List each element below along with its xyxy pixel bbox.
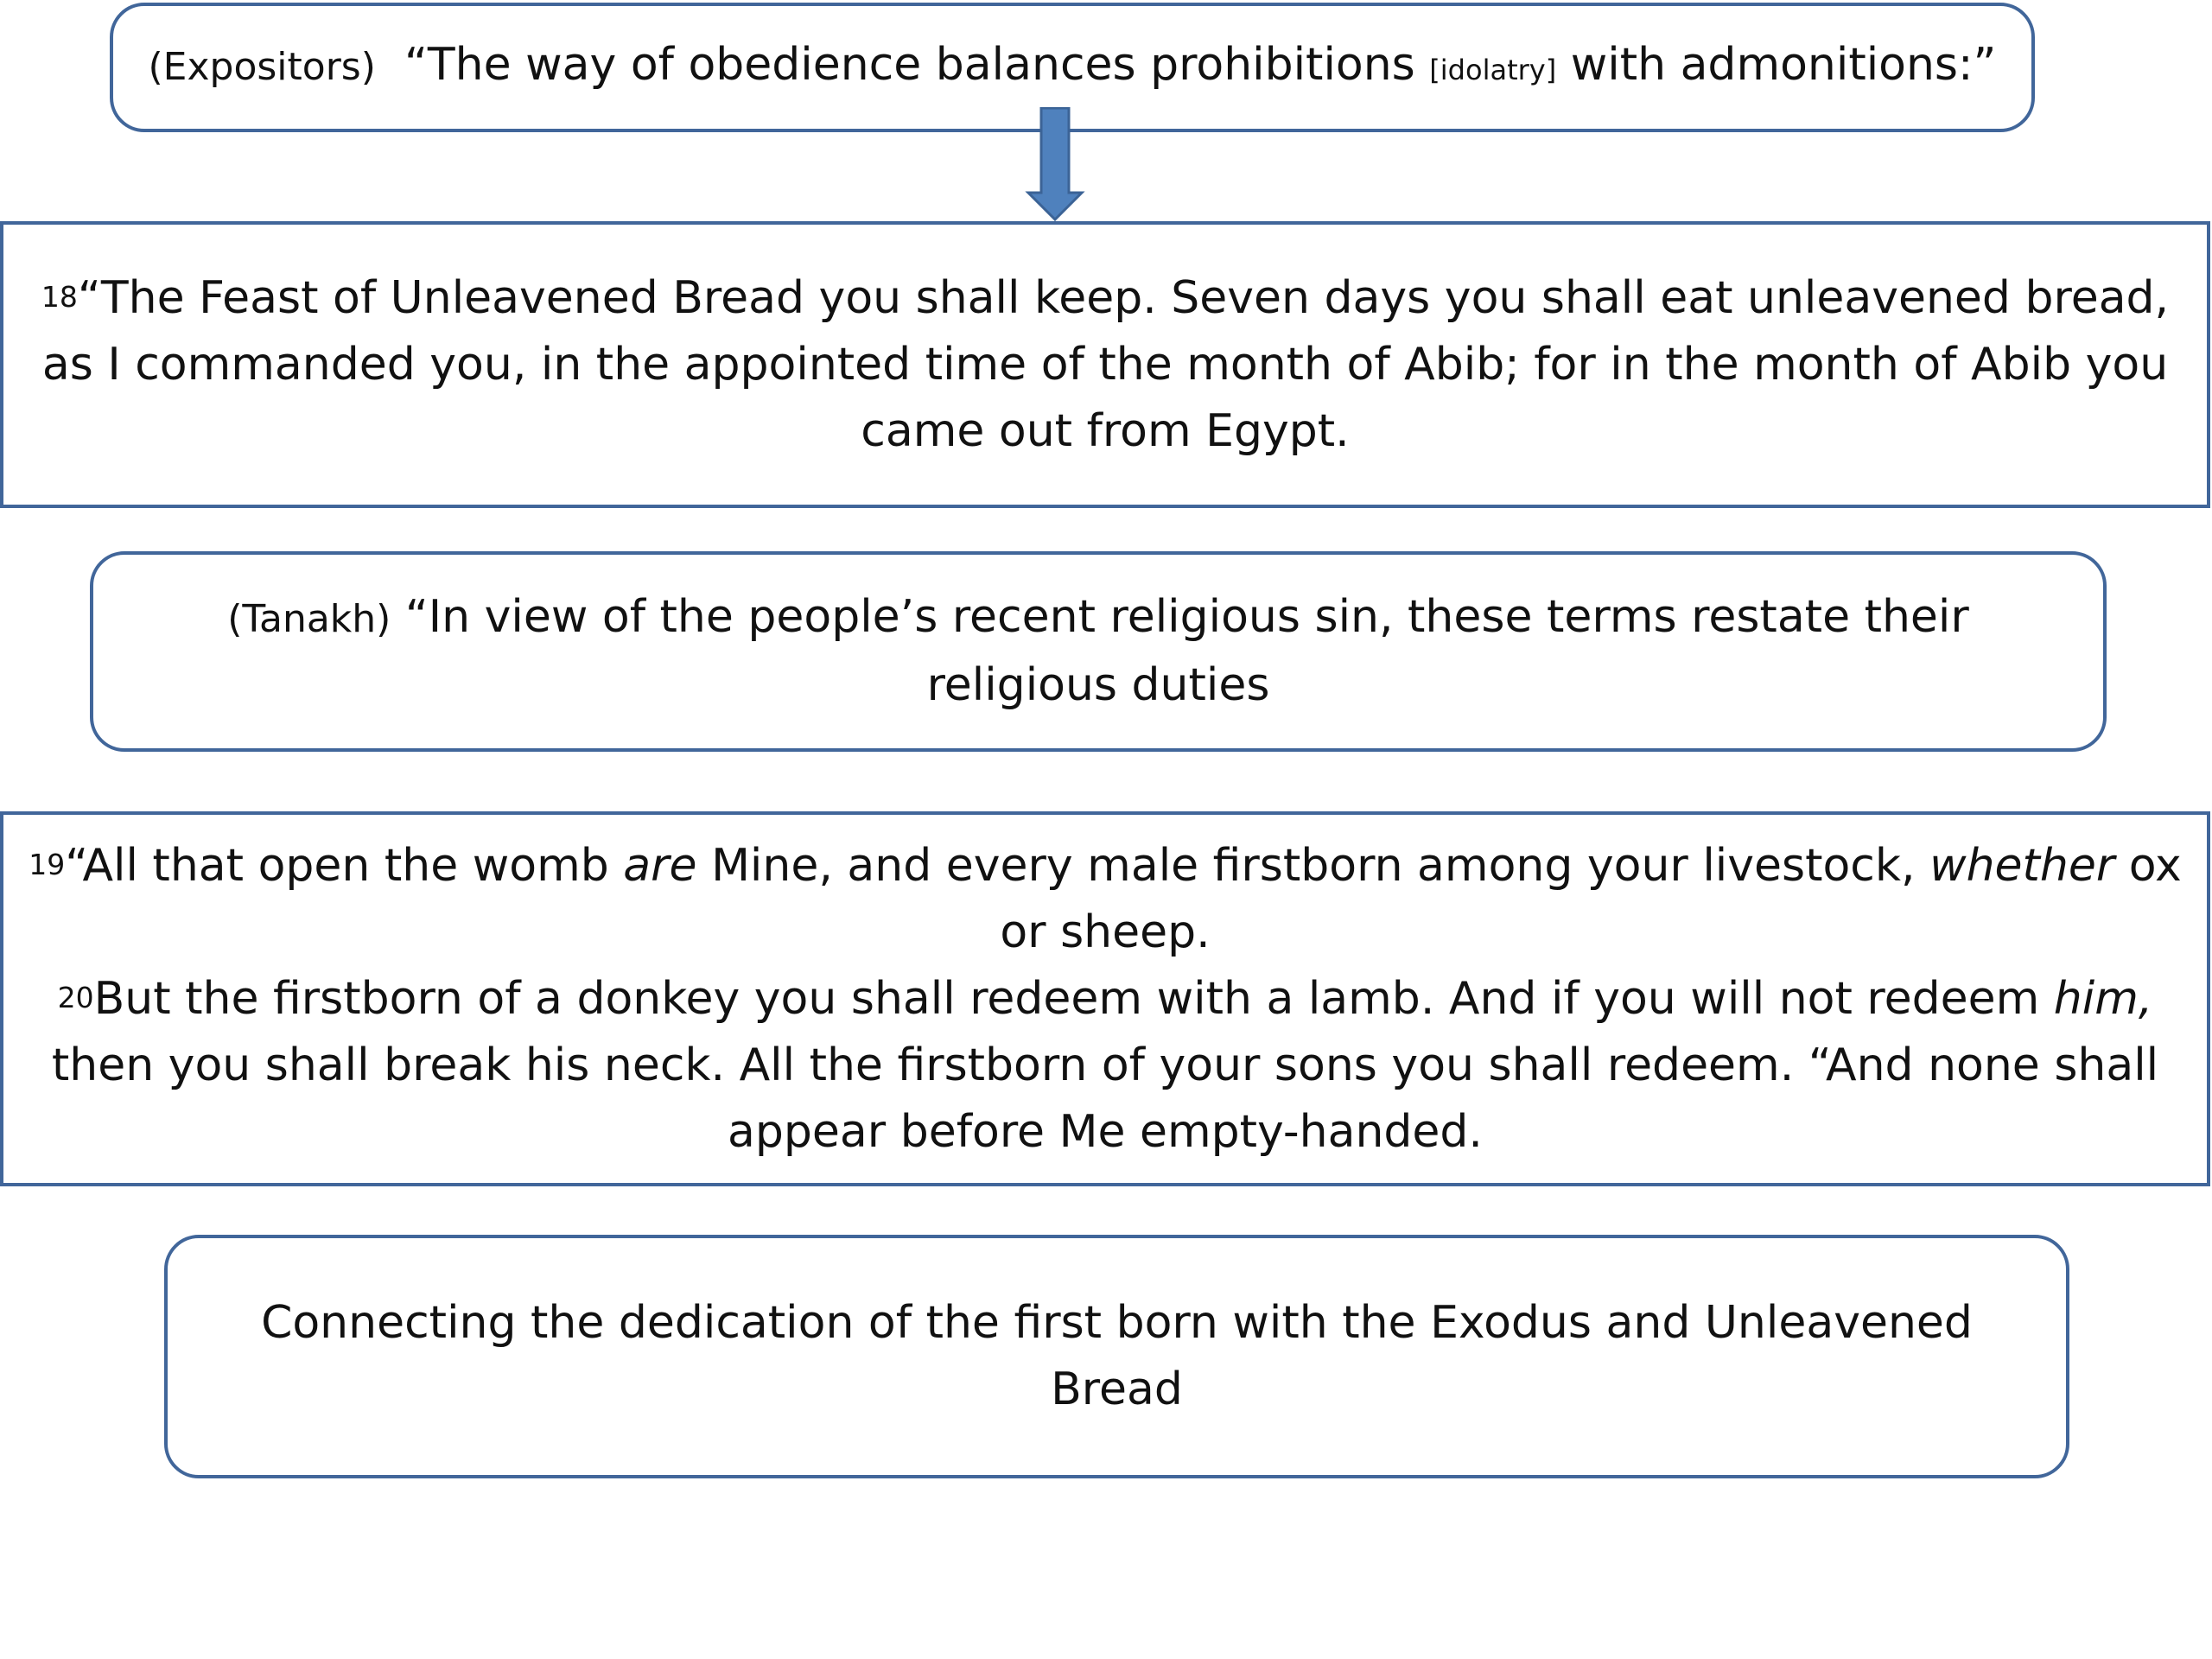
tanakh-quote <box>93 584 2103 719</box>
tanakh-quote-box <box>90 551 2107 752</box>
verse-19-italic-are: are <box>623 839 697 892</box>
verse-20-text-part2: then you shall break his neck. All the firstborn of your sons you shall redeem. “And none shall appear before Me empty-handed. <box>51 1039 2159 1158</box>
tanakh-source-label: (Tanakh) <box>227 597 391 641</box>
verse-number-18: 18 <box>41 279 78 314</box>
connecting-summary-text: Connecting the dedication of the first born with the Exodus and Unleavened Bread <box>261 1297 1973 1415</box>
expositors-quote-end: with admonitions:” <box>1570 39 1997 91</box>
verse-20-paragraph <box>3 966 2207 1166</box>
verse-19-italic-whether: whether <box>1929 839 2115 892</box>
verses-19-20-box <box>0 811 2210 1186</box>
verse-number-19: 19 <box>29 847 66 881</box>
connecting-summary-box <box>164 1235 2069 1478</box>
verse-number-20: 20 <box>57 980 94 1014</box>
verse-18-paragraph <box>3 265 2207 465</box>
verse-20-text-part1: But the firstborn of a donkey you shall redeem with a lamb. And if you will not redeem <box>93 972 2040 1025</box>
verse-19-text-part2: Mine, and every male firstborn among your livestock, <box>711 839 1916 892</box>
expositors-quote <box>149 35 1997 100</box>
verse-19-paragraph <box>3 833 2207 966</box>
idolatry-note: [idolatry] <box>1429 54 1557 86</box>
verse-19-text-part3: ox or sheep. <box>1000 839 2182 958</box>
tanakh-quote-text: “In view of the people’s recent religious sin, these terms restate their religious duties <box>404 591 1969 711</box>
verse-19-text-part1: “All that open the womb <box>65 839 609 892</box>
verse-20-italic-him: him, <box>2053 972 2153 1025</box>
expositors-source-label: (Expositors) <box>148 45 376 89</box>
verse-18-text: “The Feast of Unleavened Bread you shall keep. Seven days you shall eat unleavened bread, as I commanded you, in the appointed time of the month of Abib; for in the month of Abib you came out from Egypt. <box>41 271 2170 457</box>
verse-18-box <box>0 221 2210 508</box>
down-arrow-icon <box>1025 107 1085 223</box>
expositors-quote-text: “The way of obedience balances prohibitions <box>404 39 1415 91</box>
